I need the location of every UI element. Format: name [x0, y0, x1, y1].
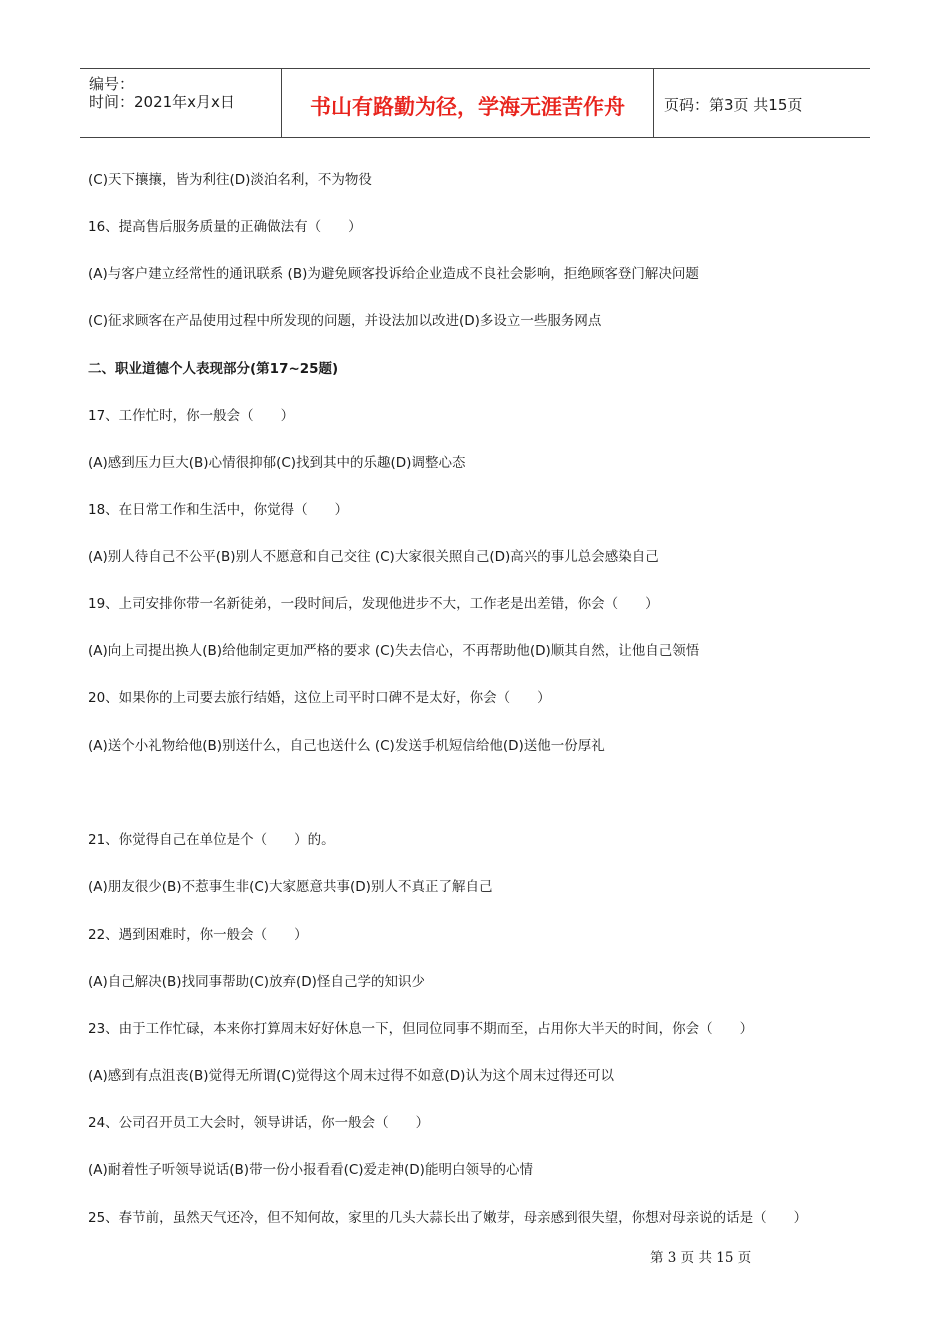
text-line: 19、上司安排你带一名新徒弟，一段时间后，发现他进步不大，工作老是出差错，你会（ ） [88, 596, 659, 612]
text-line: 17、工作忙时，你一般会（ ） [88, 408, 295, 424]
text-line: (A)朋友很少(B)不惹事生非(C)大家愿意共事(D)别人不真正了解自己 [88, 879, 493, 895]
document-code-label: 编号： [89, 75, 135, 93]
text-line: (C)天下攘攘，皆为利往(D)淡泊名利，不为物役 [88, 172, 372, 188]
text-line: 25、春节前，虽然天气还冷，但不知何故，家里的几头大蒜长出了嫩芽，母亲感到很失望，你想对母亲说的话是（ ） [88, 1210, 808, 1226]
text-line: 21、你觉得自己在单位是个（ ）的。 [88, 832, 335, 848]
text-line: 23、由于工作忙碌，本来你打算周末好好休息一下，但同位同事不期而至，占用你大半天的时间，你会（ ） [88, 1021, 754, 1037]
text-line: (A)别人待自己不公平(B)别人不愿意和自己交往 (C)大家很关照自己(D)高兴的事儿总会感染自己 [88, 549, 659, 565]
header-info-cell [80, 69, 280, 137]
text-line: 16、提高售后服务质量的正确做法有（ ） [88, 219, 362, 235]
header-motto-cell [281, 69, 654, 137]
text-line: 18、在日常工作和生活中，你觉得（ ） [88, 502, 349, 518]
section-heading: 二、职业道德个人表现部分(第17~25题) [88, 361, 339, 377]
text-line: (A)感到压力巨大(B)心情很抑郁(C)找到其中的乐趣(D)调整心态 [88, 455, 466, 471]
text-line: (A)送个小礼物给他(B)别送什么，自己也送什么 (C)发送手机短信给他(D)送他一份厚礼 [88, 738, 605, 754]
text-line: 24、公司召开员工大会时，领导讲话，你一般会（ ） [88, 1115, 430, 1131]
page-header [80, 68, 870, 138]
text-line: (A)耐着性子听领导说话(B)带一份小报看看(C)爱走神(D)能明白领导的心情 [88, 1162, 533, 1178]
text-line: (C)征求顾客在产品使用过程中所发现的问题，并设法加以改进(D)多设立一些服务网点 [88, 313, 602, 329]
header-page-info: 页码：第3页 共15页 [664, 96, 803, 114]
header-motto: 书山有路勤为径，学海无涯苦作舟 [310, 95, 625, 119]
header-page-cell [653, 69, 870, 137]
text-line: (A)感到有点沮丧(B)觉得无所谓(C)觉得这个周末过得不如意(D)认为这个周末过得还可以 [88, 1068, 614, 1084]
text-line: (A)向上司提出换人(B)给他制定更加严格的要求 (C)失去信心，不再帮助他(D)顺其自然，让他自己领悟 [88, 643, 700, 659]
text-line: 22、遇到困难时，你一般会（ ） [88, 927, 308, 943]
page-footer: 第 3 页 共 15 页 [650, 1250, 752, 1266]
text-line: (A)自己解决(B)找同事帮助(C)放弃(D)怪自己学的知识少 [88, 974, 425, 990]
text-line: (A)与客户建立经常性的通讯联系 (B)为避免顾客投诉给企业造成不良社会影响，拒绝顾客登门解决问题 [88, 266, 699, 282]
text-line: 20、如果你的上司要去旅行结婚，这位上司平时口碑不是太好，你会（ ） [88, 690, 551, 706]
document-time-label: 时间：2021年x月x日 [89, 93, 235, 111]
